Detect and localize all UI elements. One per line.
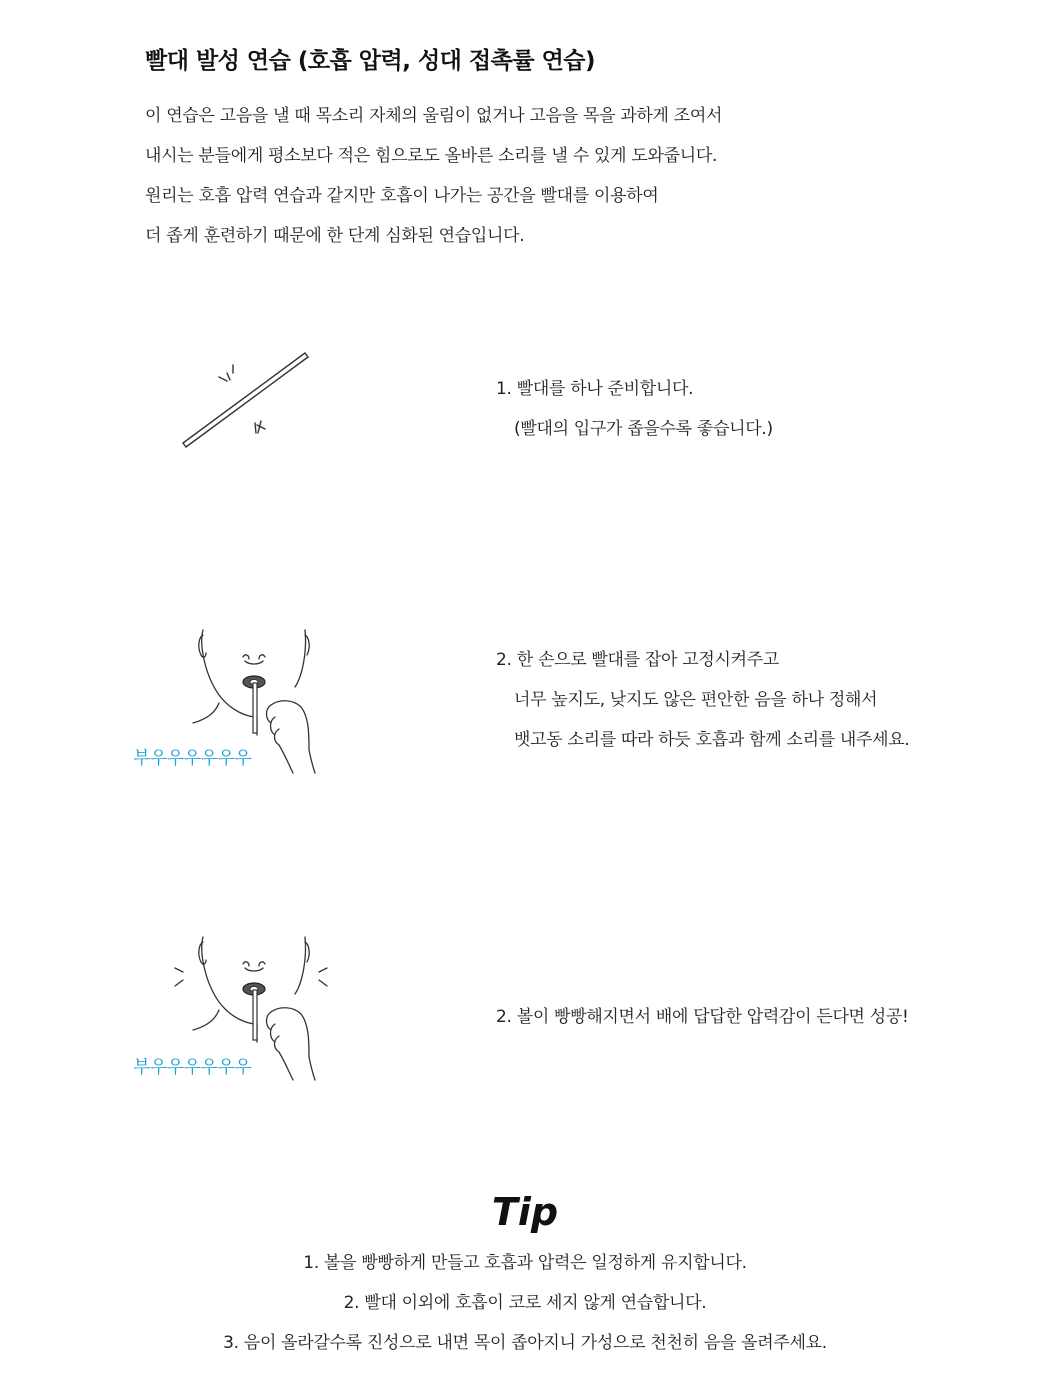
step-3-line: 2. 볼이 빵빵해지면서 배에 답답한 압력감이 든다면 성공! <box>496 1007 909 1027</box>
step-1-line: (빨대의 입구가 좁을수록 좋습니다.) <box>514 419 773 439</box>
tip-list <box>0 1243 1050 1363</box>
intro-line: 이 연습은 고음을 낼 때 목소리 자체의 울림이 없거나 고음을 목을 과하게 조여서 <box>145 106 723 126</box>
tip-item: 3. 음이 올라갈수록 진성으로 내면 목이 좁아지니 가성으로 천천히 음을 올려주세요. <box>223 1333 827 1353</box>
intro-line: 원리는 호흡 압력 연습과 같지만 호흡이 나가는 공간을 빨대를 이용하여 <box>145 186 659 206</box>
step-1 <box>496 369 773 449</box>
straw-illustration <box>175 345 315 455</box>
step-3 <box>496 997 909 1037</box>
intro-paragraph <box>145 96 945 256</box>
sound-caption: 부우우우우우우 <box>133 1057 252 1078</box>
page-title: 빨대 발성 연습 (호흡 압력, 성대 접촉률 연습) <box>145 48 596 74</box>
intro-line: 내시는 분들에게 평소보다 적은 힘으로도 올바른 소리를 낼 수 있게 도와줍니다. <box>145 146 718 166</box>
intro-line: 더 좁게 훈련하기 때문에 한 단계 심화된 연습입니다. <box>145 226 525 246</box>
step-2-line: 2. 한 손으로 빨대를 잡아 고정시켜주고 <box>496 650 779 670</box>
tip-title: Tip <box>491 1190 559 1234</box>
step-2-line: 너무 높지도, 낮지도 않은 편안한 음을 하나 정해서 <box>514 690 878 710</box>
tip-item: 1. 볼을 빵빵하게 만들고 호흡과 압력은 일정하게 유지합니다. <box>303 1253 747 1273</box>
tip-item: 2. 빨대 이외에 호흡이 코로 세지 않게 연습합니다. <box>343 1293 707 1313</box>
step-2-line: 뱃고동 소리를 따라 하듯 호흡과 함께 소리를 내주세요. <box>514 730 910 750</box>
step-1-line: 1. 빨대를 하나 준비합니다. <box>496 379 694 399</box>
sound-caption: 부우우우우우우 <box>133 748 252 769</box>
step-2 <box>496 640 910 760</box>
